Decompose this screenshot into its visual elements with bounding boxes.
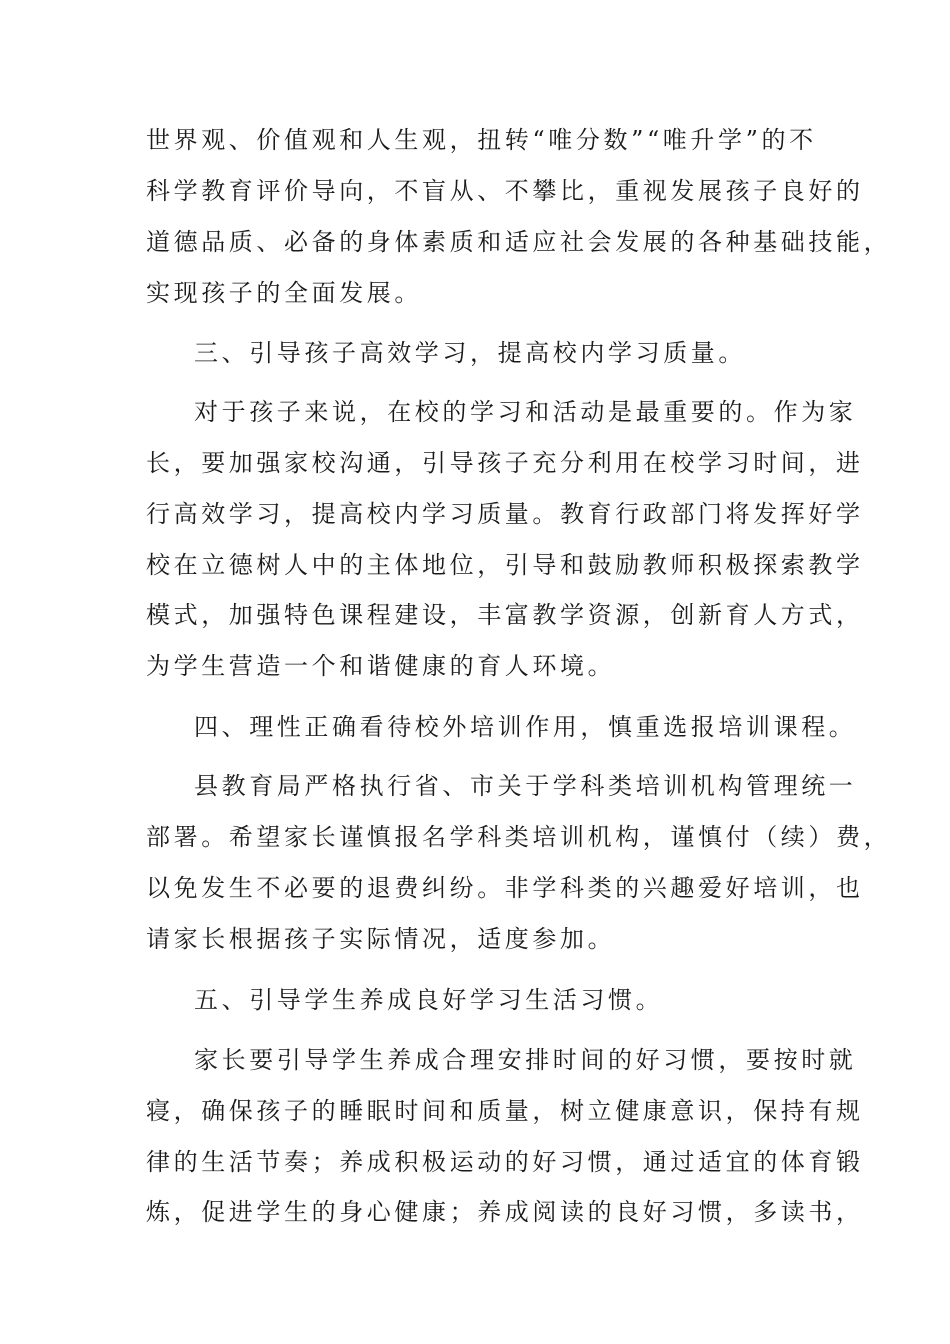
section-heading-5: 五、引导学生养成良好学习生活习惯。: [194, 986, 664, 1014]
paragraph-line: 请家长根据孩子实际情况，适度参加。: [146, 925, 616, 953]
paragraph-line: 对于孩子来说，在校的学习和活动是最重要的。作为家: [194, 398, 857, 426]
paragraph-line: 模式，加强特色课程建设，丰富教学资源，创新育人方式，: [146, 601, 864, 629]
paragraph-line: 律的生活节奏；养成积极运动的好习惯，通过适宜的体育锻: [146, 1148, 864, 1176]
paragraph-line: 实现孩子的全面发展。: [146, 279, 422, 307]
section-heading-3: 三、引导孩子高效学习，提高校内学习质量。: [194, 339, 746, 367]
paragraph-line: 以免发生不必要的退费纠纷。非学科类的兴趣爱好培训，也: [146, 874, 864, 902]
paragraph-line: 科学教育评价导向，不盲从、不攀比，重视发展孩子良好的: [146, 177, 864, 205]
paragraph-line: 校在立德树人中的主体地位，引导和鼓励教师积极探索教学: [146, 551, 864, 579]
section-heading-4: 四、理性正确看待校外培训作用，慎重选报培训课程。: [194, 713, 857, 741]
paragraph-line: 为学生营造一个和谐健康的育人环境。: [146, 652, 616, 680]
paragraph-line: 行高效学习，提高校内学习质量。教育行政部门将发挥好学: [146, 500, 864, 528]
paragraph-line: 部署。希望家长谨慎报名学科类培训机构，谨慎付（续）费，: [146, 823, 892, 851]
paragraph-line: 寝，确保孩子的睡眠时间和质量，树立健康意识，保持有规: [146, 1097, 864, 1125]
paragraph-line: 长，要加强家校沟通，引导孩子充分利用在校学习时间，进: [146, 449, 864, 477]
paragraph-line: 炼，促进学生的身心健康；养成阅读的良好习惯，多读书，: [146, 1198, 864, 1226]
paragraph-line: 家长要引导学生养成合理安排时间的好习惯，要按时就: [194, 1046, 857, 1074]
paragraph-line: 县教育局严格执行省、市关于学科类培训机构管理统一: [194, 772, 857, 800]
paragraph-line: 世界观、价值观和人生观，扭转“唯分数”“唯升学”的不: [146, 126, 817, 154]
paragraph-line: 道德品质、必备的身体素质和适应社会发展的各种基础技能，: [146, 228, 892, 256]
